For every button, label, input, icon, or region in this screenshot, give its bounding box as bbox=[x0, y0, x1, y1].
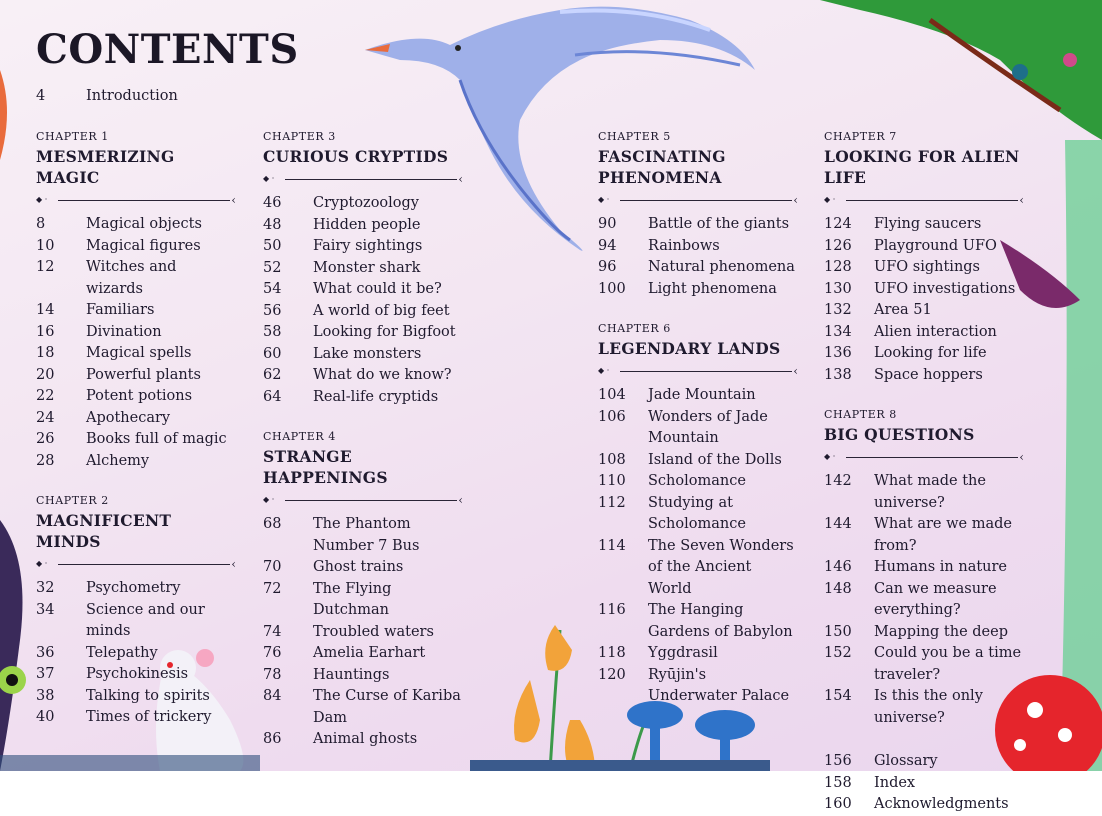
toc-entry[interactable] bbox=[36, 408, 236, 430]
entry-label: Can we measure everything? bbox=[874, 580, 997, 618]
page-number: 156 bbox=[824, 753, 852, 769]
chapter-title[interactable]: LOOKING FOR ALIEN LIFE bbox=[824, 147, 1020, 187]
toc-entry[interactable] bbox=[36, 214, 236, 236]
entry-label: Hauntings bbox=[313, 666, 390, 683]
curl-ornament-icon: ‹ bbox=[458, 493, 463, 507]
chapter-number: CHAPTER 3 bbox=[263, 130, 336, 143]
page-number: 70 bbox=[263, 559, 282, 575]
page-number: 152 bbox=[824, 645, 852, 661]
entry-label: Familiars bbox=[86, 302, 155, 318]
page-number: 126 bbox=[824, 237, 852, 254]
toc-entry[interactable] bbox=[598, 600, 798, 643]
toc-entry[interactable] bbox=[263, 215, 463, 237]
toc-entry[interactable] bbox=[263, 279, 463, 301]
page-number: 48 bbox=[263, 216, 282, 233]
page-number: 26 bbox=[36, 431, 55, 447]
entry-label: Space hoppers bbox=[874, 366, 983, 383]
entry-label: Divination bbox=[86, 323, 162, 340]
curl-ornament-icon: ‹ bbox=[1019, 193, 1024, 207]
entry-label: Alchemy bbox=[86, 452, 150, 469]
toc-entry[interactable] bbox=[36, 686, 236, 708]
toc-entry[interactable] bbox=[263, 686, 463, 729]
chapter-number: CHAPTER 6 bbox=[598, 322, 671, 335]
toc-entry[interactable] bbox=[36, 600, 236, 643]
toc-entry[interactable] bbox=[824, 686, 1024, 729]
entry-label: Ryūjin's Underwater Palace bbox=[648, 666, 790, 704]
toc-entry[interactable] bbox=[263, 193, 463, 215]
page-number: 104 bbox=[598, 387, 626, 403]
diamond-dots-icon: ◆ · bbox=[824, 195, 836, 204]
back-matter-list bbox=[824, 751, 1024, 816]
page-number: 62 bbox=[263, 367, 282, 383]
entry-label: The Flying Dutchman bbox=[313, 580, 392, 618]
entry-label: The Phantom Number 7 Bus bbox=[313, 516, 420, 554]
diamond-dots-icon: ◆ · bbox=[36, 195, 48, 204]
diamond-dots-icon: ◆ · bbox=[263, 495, 275, 504]
page-number: 146 bbox=[824, 559, 852, 575]
toc-entry[interactable] bbox=[36, 386, 236, 408]
toc-entry[interactable] bbox=[263, 258, 463, 280]
diamond-dots-icon: ◆ · bbox=[36, 559, 48, 568]
page-number: 112 bbox=[598, 494, 626, 511]
entry-label: The Seven Wonders of the Ancient World bbox=[648, 537, 794, 597]
entry-label: Books full of magic bbox=[86, 431, 227, 447]
entry-label: Amelia Earhart bbox=[313, 645, 426, 661]
page-number: 8 bbox=[36, 216, 46, 232]
toc-entry[interactable] bbox=[263, 387, 463, 409]
toc-entry[interactable] bbox=[824, 622, 1024, 644]
page-number: 64 bbox=[263, 388, 282, 405]
page-number: 134 bbox=[824, 323, 852, 340]
toc-entry[interactable] bbox=[598, 471, 798, 493]
entry-label: Troubled waters bbox=[313, 623, 434, 640]
entry-label: Introduction bbox=[86, 88, 178, 104]
entry-label: UFO sightings bbox=[874, 259, 981, 275]
page-number: 46 bbox=[263, 195, 282, 211]
entry-label: Could you be a time traveler? bbox=[874, 645, 1022, 683]
entry-label: What could it be? bbox=[313, 281, 442, 297]
entry-label: What are we made from? bbox=[874, 516, 1012, 554]
toc-entry[interactable] bbox=[824, 794, 1024, 816]
entry-label: Flying saucers bbox=[874, 216, 982, 232]
page-title: CONTENTS bbox=[36, 26, 299, 73]
toc-entry[interactable] bbox=[824, 236, 1024, 258]
chapter-title[interactable]: CURIOUS CRYPTIDS bbox=[263, 147, 449, 166]
diamond-dots-icon: ◆ · bbox=[598, 195, 610, 204]
page-number: 18 bbox=[36, 345, 55, 361]
page-number: 130 bbox=[824, 280, 852, 297]
toc-entry[interactable] bbox=[598, 385, 798, 407]
chapter-section bbox=[598, 322, 798, 708]
page-number: 136 bbox=[824, 345, 852, 361]
toc-entry[interactable] bbox=[824, 579, 1024, 622]
contents-column-3 bbox=[598, 130, 798, 730]
page-number: 108 bbox=[598, 451, 626, 468]
entry-label: Looking for life bbox=[874, 345, 987, 361]
toc-entry[interactable] bbox=[36, 451, 236, 473]
entry-label: Ghost trains bbox=[313, 559, 404, 575]
page-number: 22 bbox=[36, 388, 55, 404]
curl-ornament-icon: ‹ bbox=[1019, 450, 1024, 464]
toc-entry[interactable] bbox=[36, 429, 236, 451]
entry-label: Magical figures bbox=[86, 237, 201, 254]
toc-entry[interactable] bbox=[598, 279, 798, 301]
chapter-number: CHAPTER 5 bbox=[598, 130, 671, 143]
page-number: 90 bbox=[598, 216, 617, 232]
toc-entry[interactable] bbox=[598, 643, 798, 665]
entry-label: Wonders of Jade Mountain bbox=[648, 408, 768, 446]
toc-entry[interactable] bbox=[263, 665, 463, 687]
page-number: 74 bbox=[263, 623, 282, 640]
curl-ornament-icon: ‹ bbox=[231, 557, 236, 571]
entry-label: Science and our minds bbox=[86, 601, 205, 639]
contents-column-2 bbox=[263, 130, 463, 773]
entry-label: Mapping the deep bbox=[874, 623, 1009, 640]
page-number: 24 bbox=[36, 409, 55, 426]
page-number: 10 bbox=[36, 237, 55, 254]
toc-entry[interactable] bbox=[824, 279, 1024, 301]
entry-label: Animal ghosts bbox=[313, 731, 418, 747]
entry-label: Magical spells bbox=[86, 345, 192, 361]
toc-entry[interactable] bbox=[263, 322, 463, 344]
toc-entry[interactable] bbox=[824, 214, 1024, 236]
ornamental-divider bbox=[824, 451, 1024, 463]
toc-entry[interactable] bbox=[824, 773, 1024, 795]
diamond-dots-icon: ◆ · bbox=[824, 452, 836, 461]
entry-label: Alien interaction bbox=[874, 323, 997, 340]
page-number: 56 bbox=[263, 302, 282, 319]
toc-entry[interactable] bbox=[36, 664, 236, 686]
chapter-title[interactable]: MAGNIFICENT MINDS bbox=[36, 511, 172, 551]
toc-entry[interactable] bbox=[36, 300, 236, 322]
entry-label: Light phenomena bbox=[648, 280, 777, 297]
diamond-dots-icon: ◆ · bbox=[263, 174, 275, 183]
toc-entry[interactable] bbox=[598, 236, 798, 258]
chapter-section bbox=[824, 408, 1024, 729]
entry-label: Index bbox=[874, 774, 916, 791]
toc-entry[interactable] bbox=[598, 450, 798, 472]
page-number: 132 bbox=[824, 302, 852, 318]
entry-label: Witches and wizards bbox=[86, 259, 177, 297]
toc-entry[interactable] bbox=[598, 407, 798, 450]
entry-label: Magical objects bbox=[86, 216, 202, 232]
page-number: 114 bbox=[598, 537, 626, 554]
page-number: 72 bbox=[263, 580, 282, 597]
toc-entry[interactable] bbox=[36, 365, 236, 387]
entry-label: Island of the Dolls bbox=[648, 451, 782, 468]
entry-label: Potent potions bbox=[86, 388, 193, 404]
entry-label: Looking for Bigfoot bbox=[313, 324, 456, 340]
toc-entry[interactable] bbox=[263, 514, 463, 557]
entry-label: Area 51 bbox=[874, 302, 932, 318]
entry-label: A world of big feet bbox=[313, 302, 450, 319]
toc-entry[interactable] bbox=[824, 343, 1024, 365]
entry-label: Humans in nature bbox=[874, 559, 1008, 575]
entry-label: Times of trickery bbox=[86, 709, 212, 725]
chapter-number: CHAPTER 8 bbox=[824, 408, 897, 421]
page-number: 76 bbox=[263, 645, 282, 661]
toc-entry[interactable] bbox=[263, 365, 463, 387]
chapter-section bbox=[824, 130, 1024, 386]
chapter-title[interactable]: LEGENDARY LANDS bbox=[598, 339, 781, 358]
toc-entry[interactable] bbox=[824, 471, 1024, 514]
chapter-title[interactable]: BIG QUESTIONS bbox=[824, 425, 975, 444]
entry-label: Yggdrasil bbox=[648, 645, 718, 661]
entry-label: Powerful plants bbox=[86, 366, 201, 383]
page-number: 150 bbox=[824, 623, 852, 640]
entry-label: Monster shark bbox=[313, 259, 421, 276]
toc-entry[interactable] bbox=[263, 729, 463, 751]
page-number: 68 bbox=[263, 516, 282, 532]
intro-entry[interactable] bbox=[36, 86, 178, 108]
page-number: 142 bbox=[824, 473, 852, 489]
page-number: 158 bbox=[824, 774, 852, 791]
page-number: 100 bbox=[598, 280, 626, 297]
page-number: 106 bbox=[598, 408, 626, 425]
curl-ornament-icon: ‹ bbox=[231, 193, 236, 207]
chapter-title[interactable]: MESMERIZING MAGIC bbox=[36, 147, 175, 187]
toc-entry[interactable] bbox=[824, 300, 1024, 322]
entry-label: Studying at Scholomance bbox=[648, 494, 746, 532]
curl-ornament-icon: ‹ bbox=[458, 172, 463, 186]
entry-label: Real-life cryptids bbox=[313, 388, 439, 405]
page-number: 120 bbox=[598, 666, 626, 683]
page-number: 37 bbox=[36, 666, 55, 682]
diamond-dots-icon: ◆ · bbox=[598, 366, 610, 375]
ornamental-divider bbox=[263, 173, 463, 185]
page-number: 34 bbox=[36, 601, 55, 618]
ornamental-divider bbox=[36, 194, 236, 206]
page-number: 96 bbox=[598, 259, 617, 275]
page-number: 138 bbox=[824, 366, 852, 383]
toc-entry[interactable] bbox=[824, 751, 1024, 773]
ornamental-divider bbox=[598, 365, 798, 377]
entry-label: Telepathy bbox=[86, 644, 158, 661]
chapter-section bbox=[36, 494, 236, 729]
toc-entry[interactable] bbox=[598, 665, 798, 708]
chapter-number: CHAPTER 7 bbox=[824, 130, 897, 143]
toc-entry[interactable] bbox=[36, 257, 236, 300]
toc-entry[interactable] bbox=[36, 236, 236, 258]
entry-label: Cryptozoology bbox=[313, 195, 419, 211]
toc-entry[interactable] bbox=[36, 643, 236, 665]
toc-entry[interactable] bbox=[824, 322, 1024, 344]
toc-entry[interactable] bbox=[36, 343, 236, 365]
entry-label: Lake monsters bbox=[313, 345, 422, 362]
entry-label: Glossary bbox=[874, 753, 938, 769]
ornamental-divider bbox=[263, 494, 463, 506]
entry-label: UFO investigations bbox=[874, 280, 1016, 297]
entry-label: Acknowledgments bbox=[874, 796, 1009, 812]
toc-entry[interactable] bbox=[263, 344, 463, 366]
entry-label: Psychokinesis bbox=[86, 666, 189, 682]
chapter-title[interactable]: STRANGE HAPPENINGS bbox=[263, 447, 388, 487]
page-number: 94 bbox=[598, 237, 617, 254]
entry-label: Hidden people bbox=[313, 216, 421, 233]
entry-label: The Hanging Gardens of Babylon bbox=[648, 602, 793, 640]
page-number: 32 bbox=[36, 580, 55, 596]
page-number: 4 bbox=[36, 88, 46, 104]
entry-label: Is this the only universe? bbox=[874, 688, 983, 726]
toc-entry[interactable] bbox=[263, 557, 463, 579]
orange-leaf-illustration bbox=[0, 70, 14, 160]
toc-entry[interactable] bbox=[824, 514, 1024, 557]
chapter-number: CHAPTER 2 bbox=[36, 494, 109, 507]
chapter-section bbox=[263, 130, 463, 408]
entry-label: What made the universe? bbox=[874, 473, 986, 511]
page-number: 110 bbox=[598, 473, 626, 489]
chapter-number: CHAPTER 1 bbox=[36, 130, 109, 143]
chapter-section bbox=[263, 430, 463, 751]
toc-entry[interactable] bbox=[824, 365, 1024, 387]
page-number: 16 bbox=[36, 323, 55, 340]
toc-entry[interactable] bbox=[824, 257, 1024, 279]
ornamental-divider bbox=[36, 558, 236, 570]
page-number: 144 bbox=[824, 516, 852, 532]
page-number: 116 bbox=[598, 602, 626, 618]
entry-label: The Curse of Kariba Dam bbox=[313, 688, 461, 726]
entry-label: Talking to spirits bbox=[86, 687, 210, 704]
entry-label: Battle of the giants bbox=[648, 216, 790, 232]
page-number: 84 bbox=[263, 688, 282, 704]
toc-entry[interactable] bbox=[36, 322, 236, 344]
contents-column-1 bbox=[36, 130, 236, 751]
page-number: 52 bbox=[263, 259, 282, 276]
toc-entry[interactable] bbox=[598, 536, 798, 601]
toc-entry[interactable] bbox=[36, 707, 236, 729]
chapter-number: CHAPTER 4 bbox=[263, 430, 336, 443]
entry-label: Scholomance bbox=[648, 473, 746, 489]
entry-label: Rainbows bbox=[648, 237, 720, 254]
ornamental-divider bbox=[598, 194, 798, 206]
page-number: 86 bbox=[263, 731, 282, 747]
page-number: 50 bbox=[263, 238, 282, 254]
page-number: 38 bbox=[36, 687, 55, 704]
curl-ornament-icon: ‹ bbox=[793, 193, 798, 207]
chapter-section bbox=[36, 130, 236, 472]
page-number: 78 bbox=[263, 666, 282, 683]
page-number: 20 bbox=[36, 366, 55, 383]
page-number: 58 bbox=[263, 324, 282, 340]
page-number: 128 bbox=[824, 259, 852, 275]
toc-entry[interactable] bbox=[263, 236, 463, 258]
page-number: 124 bbox=[824, 216, 852, 232]
toc-entry[interactable] bbox=[598, 493, 798, 536]
toc-entry[interactable] bbox=[263, 622, 463, 644]
toc-entry[interactable] bbox=[36, 578, 236, 600]
toc-entry[interactable] bbox=[598, 214, 798, 236]
page-number: 60 bbox=[263, 345, 282, 362]
chapter-section bbox=[598, 130, 798, 300]
chapter-title[interactable]: FASCINATING PHENOMENA bbox=[598, 147, 726, 187]
page-number: 28 bbox=[36, 452, 55, 469]
entry-label: Playground UFO bbox=[874, 237, 997, 254]
toc-entry[interactable] bbox=[263, 643, 463, 665]
toc-entry[interactable] bbox=[598, 257, 798, 279]
contents-column-4 bbox=[824, 130, 1024, 816]
toc-entry[interactable] bbox=[263, 579, 463, 622]
page-number: 160 bbox=[824, 796, 852, 812]
toc-entry[interactable] bbox=[263, 301, 463, 323]
entry-label: Jade Mountain bbox=[648, 387, 756, 403]
toc-entry[interactable] bbox=[824, 643, 1024, 686]
page-number: 54 bbox=[263, 281, 282, 297]
page-number: 36 bbox=[36, 644, 55, 661]
toc-entry[interactable] bbox=[824, 557, 1024, 579]
entry-label: Natural phenomena bbox=[648, 259, 795, 275]
page-number: 12 bbox=[36, 259, 55, 275]
entry-label: Fairy sightings bbox=[313, 238, 423, 254]
page-number: 148 bbox=[824, 580, 852, 597]
page-number: 40 bbox=[36, 709, 55, 725]
curl-ornament-icon: ‹ bbox=[793, 364, 798, 378]
page-number: 14 bbox=[36, 302, 55, 318]
entry-label: Psychometry bbox=[86, 580, 181, 596]
entry-label: What do we know? bbox=[313, 367, 452, 383]
page-number: 154 bbox=[824, 688, 852, 704]
entry-label: Apothecary bbox=[86, 409, 171, 426]
page-number: 118 bbox=[598, 645, 626, 661]
ornamental-divider bbox=[824, 194, 1024, 206]
